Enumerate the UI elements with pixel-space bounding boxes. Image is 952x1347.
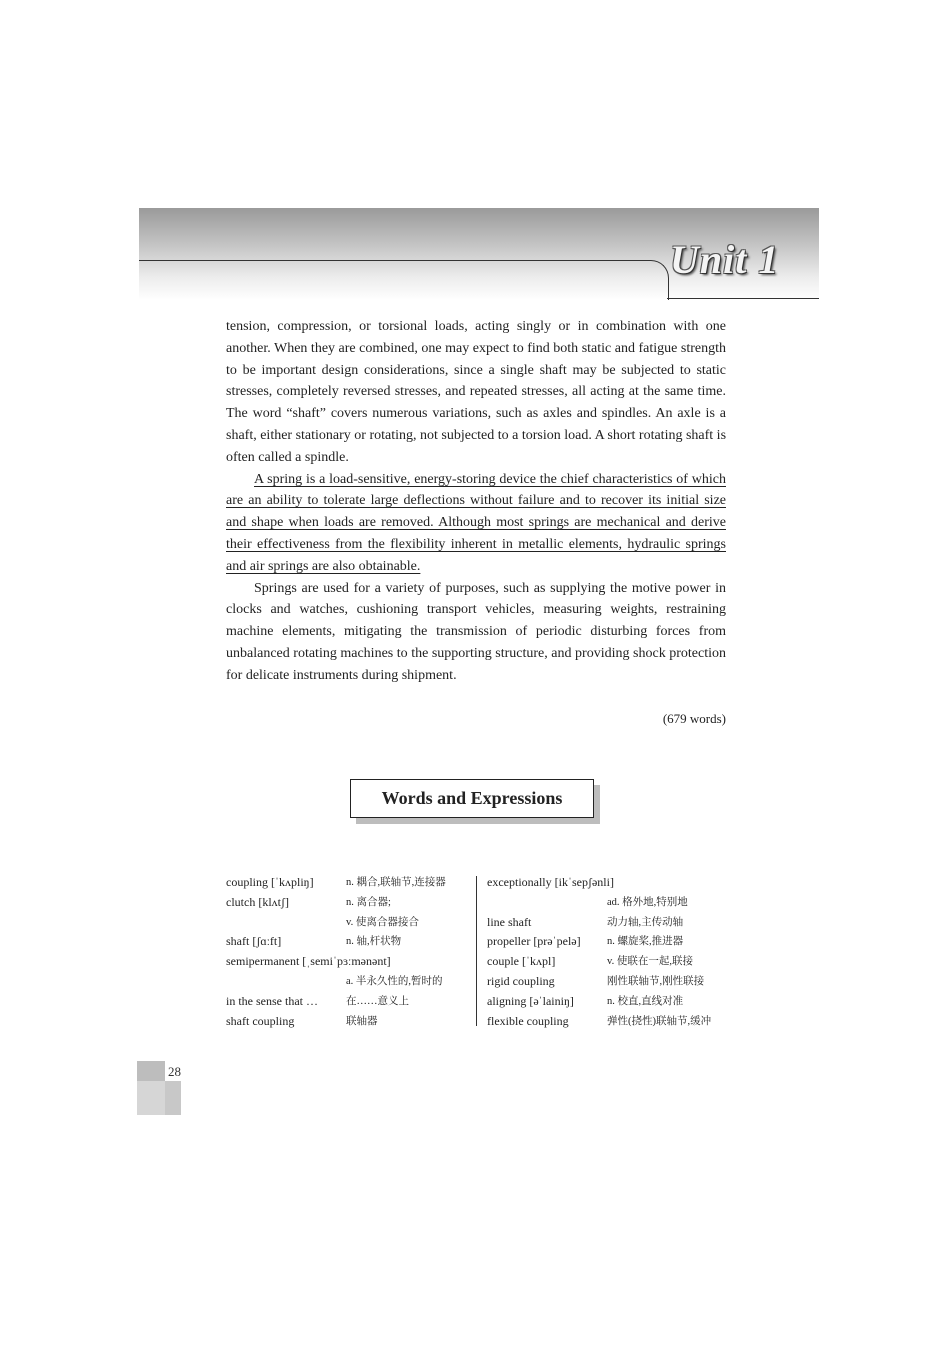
vocab-word: shaft [ʃɑːft] — [226, 934, 282, 949]
vocab-row — [487, 873, 747, 893]
vocab-row — [226, 952, 466, 972]
vocab-definition: a. 半永久性的,暂时的 — [346, 975, 443, 987]
vocab-row — [226, 893, 466, 913]
vocab-row — [226, 1012, 466, 1032]
vocab-definition: v. 使联在一起,联接 — [607, 956, 693, 968]
vocab-list-right — [487, 873, 747, 1031]
vocab-word: coupling [ˈkʌpliŋ] — [226, 875, 314, 889]
underlined-passage: A spring is a load-sensitive, energy-storing device the chief characteristics of which are an ability to tolerate large deflections without failure and to recover its initial size and shape when loads are removed. Although most springs are mechanical and derive their effectiveness from the flexibility inherent in metallic elements, hydraulic springs and air springs are also obtainable. — [226, 471, 726, 574]
vocab-row — [226, 913, 466, 933]
vocab-definition: 在……意义上 — [346, 995, 409, 1007]
page-number-block — [165, 1081, 181, 1115]
vocab-definition: 弹性(挠性)联轴节,缓冲 — [607, 1015, 712, 1027]
vocab-definition: 刚性联轴节,刚性联接 — [607, 975, 705, 987]
vocab-definition: ad. 格外地,特别地 — [607, 896, 688, 908]
vocab-row — [487, 1012, 747, 1032]
paragraph-spring-uses: Springs are used for a variety of purposes, such as supplying the motive power in clocks and watches, cushioning transport vehicles, measuring weights, restraining machine elements, mitigating the transmission of periodic disturbing forces from unbalanced rotating machines to the supporting structure, and providing shock protection for delicate instruments during shipment. — [226, 580, 726, 683]
body-text — [226, 316, 726, 687]
vocab-row — [487, 913, 747, 933]
vocab-definition: n. 校直,直线对准 — [607, 995, 684, 1007]
paragraph-shaft: tension, compression, or torsional loads, acting singly or in combination with one another. When they are combined, one may expect to find both static and fatigue strength to be important design considerations, since a single shaft may be subjected to static stresses, completely reversed stresses, and repeated stresses, all acting at the same time. The word “shaft” covers numerous variations, such as axles and spindles. An axle is a shaft, either stationary or rotating, not subjected to a torsion load. A short rotating shaft is often called a spindle. — [226, 319, 727, 465]
vocab-word: semipermanent [ˌsemiˈpɜːmənənt] — [226, 954, 391, 969]
vocab-word: couple [ˈkʌpl] — [487, 954, 556, 969]
vocab-row — [487, 972, 747, 992]
vocab-row — [487, 893, 747, 913]
vocab-definition: v. 使离合器接合 — [346, 916, 419, 928]
vocab-definition: n. 离合器; — [346, 896, 391, 908]
page-number-block — [137, 1061, 165, 1081]
vocab-row — [487, 992, 747, 1012]
vocab-definition: 动力轴,主传动轴 — [607, 916, 684, 928]
paragraph-spring — [226, 469, 726, 578]
vocab-row — [226, 992, 466, 1012]
vocab-word: line shaft — [487, 914, 532, 929]
vocab-word: flexible coupling — [487, 1013, 569, 1028]
vocab-row — [226, 932, 466, 952]
vocab-row — [226, 873, 466, 893]
vocab-word: clutch [klʌtʃ] — [226, 894, 289, 909]
header-rule — [139, 260, 649, 261]
vocab-word: aligning [əˈlainiŋ] — [487, 993, 574, 1008]
vocab-row — [487, 952, 747, 972]
unit-title: Unit 1 — [670, 237, 780, 282]
vocab-row — [487, 932, 747, 952]
word-count: (679 words) — [662, 711, 726, 726]
vocab-word: rigid coupling — [487, 973, 555, 988]
vocab-definition: 联轴器 — [346, 1015, 378, 1027]
vocab-word: in the sense that … — [226, 993, 318, 1008]
section-title-box — [350, 779, 594, 818]
header-rule-lower — [667, 298, 819, 299]
vocab-definition: n. 螺旋桨,推进器 — [607, 936, 684, 948]
vocab-column-divider — [476, 876, 477, 1026]
section-title: Words and Expressions — [381, 788, 563, 808]
vocab-word: shaft coupling — [226, 1013, 295, 1028]
vocab-row — [226, 972, 466, 992]
vocab-list-left — [226, 873, 466, 1031]
vocab-definition: n. 耦合,联轴节,连接器 — [346, 877, 446, 888]
vocab-word: exceptionally [ikˈsepʃənli] — [487, 875, 614, 889]
page-number: 28 — [168, 1064, 181, 1079]
header-rule-curve — [628, 260, 669, 300]
vocab-word: propeller [prəˈpelə] — [487, 934, 581, 949]
vocab-definition: n. 轴,杆状物 — [346, 936, 402, 948]
